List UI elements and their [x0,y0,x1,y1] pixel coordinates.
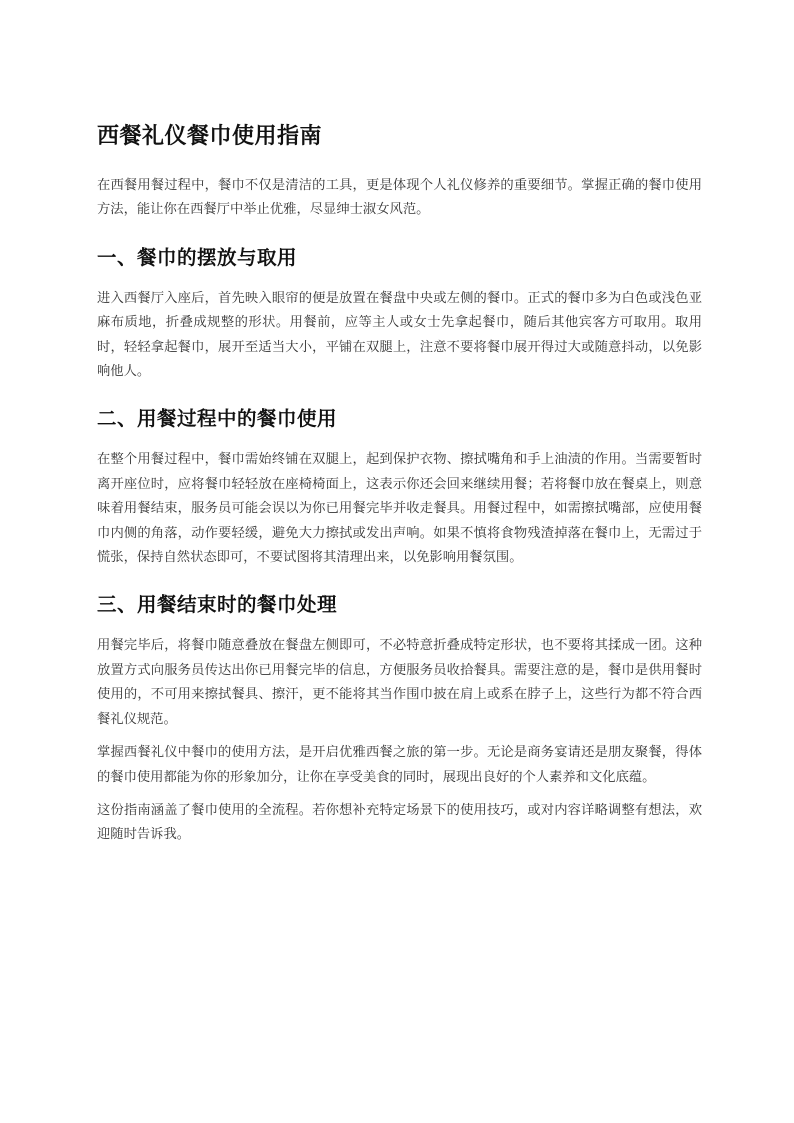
section-paragraph-placement: 进入西餐厅入座后，首先映入眼帘的便是放置在餐盘中央或左侧的餐巾。正式的餐巾多为白色或浅色亚麻布质地，折叠成规整的形状。用餐前，应等主人或女士先拿起餐巾，随后其他宾客方可取用。取用时，轻轻拿起餐巾，展开至适当大小，平铺在双腿上，注意不要将餐巾展开得过大或随意抖动，以免影响他人。 [97,290,702,380]
section-paragraph-during-meal: 在整个用餐过程中，餐巾需始终铺在双腿上，起到保护衣物、擦拭嘴角和手上油渍的作用。当需要暂时离开座位时，应将餐巾轻轻放在座椅椅面上，这表示你还会回来继续用餐；若将餐巾放在餐桌上，则意味着用餐结束，服务员可能会误以为你已用餐完毕并收走餐具。用餐过程中，如需擦拭嘴部，应使用餐巾内侧的角落，动作要轻缓，避免大力擦拭或发出声响。如果不慎将食物残渣掉落在餐巾上，无需过于慌张，保持自然状态即可，不要试图将其清理出来，以免影响用餐氛围。 [97,452,702,566]
section-heading-during-meal: 二、用餐过程中的餐巾使用 [97,407,338,431]
closing-paragraph: 掌握西餐礼仪中餐巾的使用方法，是开启优雅西餐之旅的第一步。无论是商务宴请还是朋友聚餐，得体的餐巾使用都能为你的形象加分，让你在享受美食的同时，展现出良好的个人素养和文化底蕴。 [97,745,702,785]
page-title: 西餐礼仪餐巾使用指南 [97,124,323,149]
document-body [97,120,702,857]
section-paragraph-after-meal: 用餐完毕后，将餐巾随意叠放在餐盘左侧即可，不必特意折叠成特定形状，也不要将其揉成一团。这种放置方式向服务员传达出你已用餐完毕的信息，方便服务员收拾餐具。需要注意的是，餐巾是供用餐时使用的，不可用来擦拭餐具、擦汗，更不能将其当作围巾披在肩上或系在脖子上，这些行为都不符合西餐礼仪规范。 [97,638,702,727]
note-paragraph: 这份指南涵盖了餐巾使用的全流程。若你想补充特定场景下的使用技巧，或对内容详略调整有想法，欢迎随时告诉我。 [97,802,702,843]
section-heading-after-meal: 三、用餐结束时的餐巾处理 [97,593,338,617]
section-heading-placement: 一、餐巾的摆放与取用 [97,245,298,269]
intro-paragraph: 在西餐用餐过程中，餐巾不仅是清洁的工具，更是体现个人礼仪修养的重要细节。掌握正确的餐巾使用方法，能让你在西餐厅中举止优雅，尽显绅士淑女风范。 [97,178,702,218]
